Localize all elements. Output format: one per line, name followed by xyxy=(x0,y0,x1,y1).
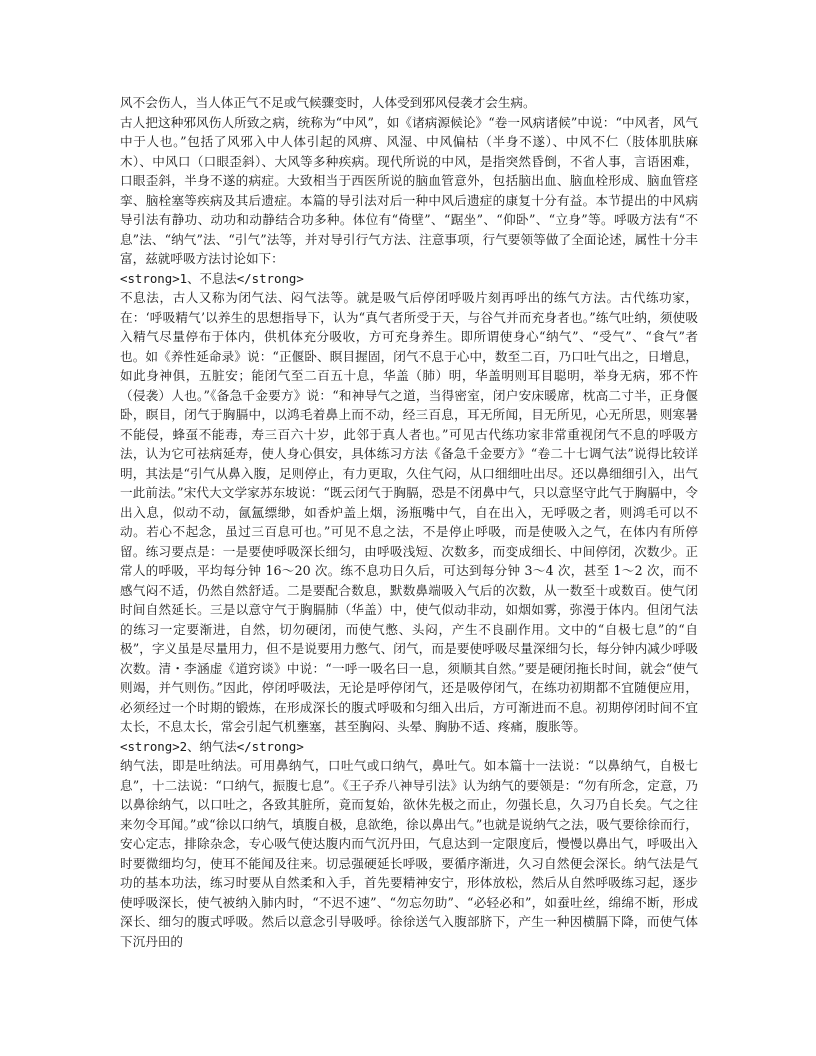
paragraph-no-breath-method: 不息法，古人又称为闭气法、闷气法等。就是吸气后停闭呼吸片刻再呼出的练气方法。古代练功家，在：‘呼吸精气’以养生的思想指导下，认为“真气者所受于天，与谷气并而充身者也。”练气吐纳，须使吸入精气尽量停布于体内，供机体充分吸收，方可充身养生。即所谓使身心“纳气”、“受气”、“食气”者也。如《养性延命录》说：“正偃卧、瞑目握固，闭气不息于心中，数至二百，乃口吐气出之，日增息，如此身神俱，五脏安；能闭气至二百五十息，华盖（肺）明，华盖明则耳目聪明，举身无病，邪不忤（侵袭）人也。”《备急千金要方》说：“和神导气之道，当得密室，闭户安床暖席，枕高二寸半，正身偃卧，瞑目，闭气于胸膈中，以鸿毛着鼻上而不动，经三百息，耳无所闻，目无所见，心无所思，则寒暑不能侵，蜂虿不能毒，寿三百六十岁，此邻于真人者也。”可见古代练功家非常重视闭气不息的呼吸方法，认为它可祛病延寿，使人身心俱安，具体练习方法《备急千金要方》“卷二十七调气法”说得比较详明，其法是“引气从鼻入腹，足则停止，有力更取，久住气闷，从口细细吐出尽。还以鼻细细引入，出气一此前法。”宋代大文学家苏东坡说：“既云闭气于胸膈，恐是不闭鼻中气，只以意坚守此气于胸膈中，令出入息，似动不动，氤氲缥缈，如香炉盖上烟，汤瓶嘴中气，自在出入，无呼吸之者，则鸿毛可以不动。若心不起念，虽过三百息可也。”可见不息之法，不是停止呼吸，而是使吸入之气，在体内有所停留。练习要点是：一是要使呼吸深长细匀，由呼吸浅短、次数多，而变成细长、中间停闭，次数少。正常人的呼吸，平均每分钟 16～20 次。练不息功日久后，可达到每分钟 3～4 次，甚至 1～2 次，而不感气闷不适，仍然自然舒适。二是要配合数息，默数鼻端吸入气后的次数，从一数至十或数百。使气闭时间自然延长。三是以意守气于胸膈肺（华盖）中，使气似动非动，如烟如雾，弥漫于体内。但闭气法的练习一定要渐进，自然，切勿硬闭，而使气憋、头闷，产生不良副作用。文中的“自极七息”的“自极”，字义虽是尽量用力，但不是说要用力憋气、闭气，而是要使呼吸尽量深细匀长，每分钟内减少呼吸次数。清・李涵虚《道窍谈》中说：“一呼一吸名曰一息，须顺其自然。”要是硬闭拖长时间，就会“使气则竭，并气则伤。”因此，停闭呼吸法，无论是呼停闭气，还是吸停闭气，在练功初期都不宜随便应用，必须经过一个时期的锻炼，在形成深长的腹式呼吸和匀细入出后，方可渐进而不息。初期停闭时间不宜太长，不息太长，常会引起气机壅塞，甚至胸闷、头晕、胸胁不适、疼痛，腹胀等。 xyxy=(120,290,698,734)
paragraph-intro-end: 风不会伤人，当人体正气不足或气候骤变时，人体受到邪风侵袭才会生病。 xyxy=(120,95,536,110)
document-page xyxy=(120,93,698,951)
section-heading-no-breath: <strong>1、不息法</strong> xyxy=(120,270,304,286)
section-heading-inhale: <strong>2、纳气法</strong> xyxy=(120,738,304,754)
paragraph-stroke-overview: 古人把这种邪风伤人所致之病，统称为“中风”，如《诸病源候论》“卷一风病诸候”中说：“中风者，风气中于人也。”包括了风邪入中人体引起的风痹、风湿、中风偏枯（半身不遂）、中风不仁（肢体肌肤麻木）、中风口（口眼歪斜）、大风等多种疾病。现代所说的中风，是指突然昏倒，不省人事，言语困难，口眼歪斜，半身不遂的病症。大致相当于西医所说的脑血管意外，包括脑出血、脑血栓形成、脑血管痉挛、脑栓塞等疾病及其后遗症。本篇的导引法对后一种中风后遗症的康复十分有益。本节提出的中风病导引法有静功、动功和动静结合功多种。体位有“倚壁”、“踞坐”、“仰卧”、“立身”等。呼吸方法有“不息”法、“纳气”法、“引气”法等，并对导引行气方法、注意事项，行气要领等做了全面论述，属性十分丰富，兹就呼吸方法讨论如下： xyxy=(120,114,698,266)
paragraph-inhale-method: 纳气法，即是吐纳法。可用鼻纳气，口吐气或口纳气，鼻吐气。如本篇十一法说：“以鼻纳气，自极七息”，十二法说：“口纳气，振腹七息”。《王子乔八神导引法》认为纳气的要领是：“勿有所念，定意，乃以鼻徐纳气，以口吐之，各致其脏所，竟而复始，欲休先极之而止，勿强长息，久习乃自长矣。气之往来勿令耳闻。”或“徐以口纳气，填腹自极，息欲绝，徐以鼻出气。”也就是说纳气之法，吸气要徐徐而行，安心定志，排除杂念，专心吸气使达腹内而气沉丹田，气息达到一定限度后，慢慢以鼻出气，呼吸出入时要微细均匀，使耳不能闻及往来。切忌强硬延长呼吸，要循序渐进，久习自然便会深长。纳气法是气功的基本功法，练习时要从自然柔和入手，首先要精神安宁，形体放松，然后从自然呼吸练习起，逐步使呼吸深长，使气被纳入肺内时，“不迟不速”、“勿忘勿助”、“必轻必和”，如蚕吐丝，绵绵不断，形成深长、细匀的腹式呼吸。然后以意念引导吸呼。徐徐送气入腹部脐下，产生一种因横膈下降，而使气体下沉丹田的 xyxy=(120,758,698,949)
